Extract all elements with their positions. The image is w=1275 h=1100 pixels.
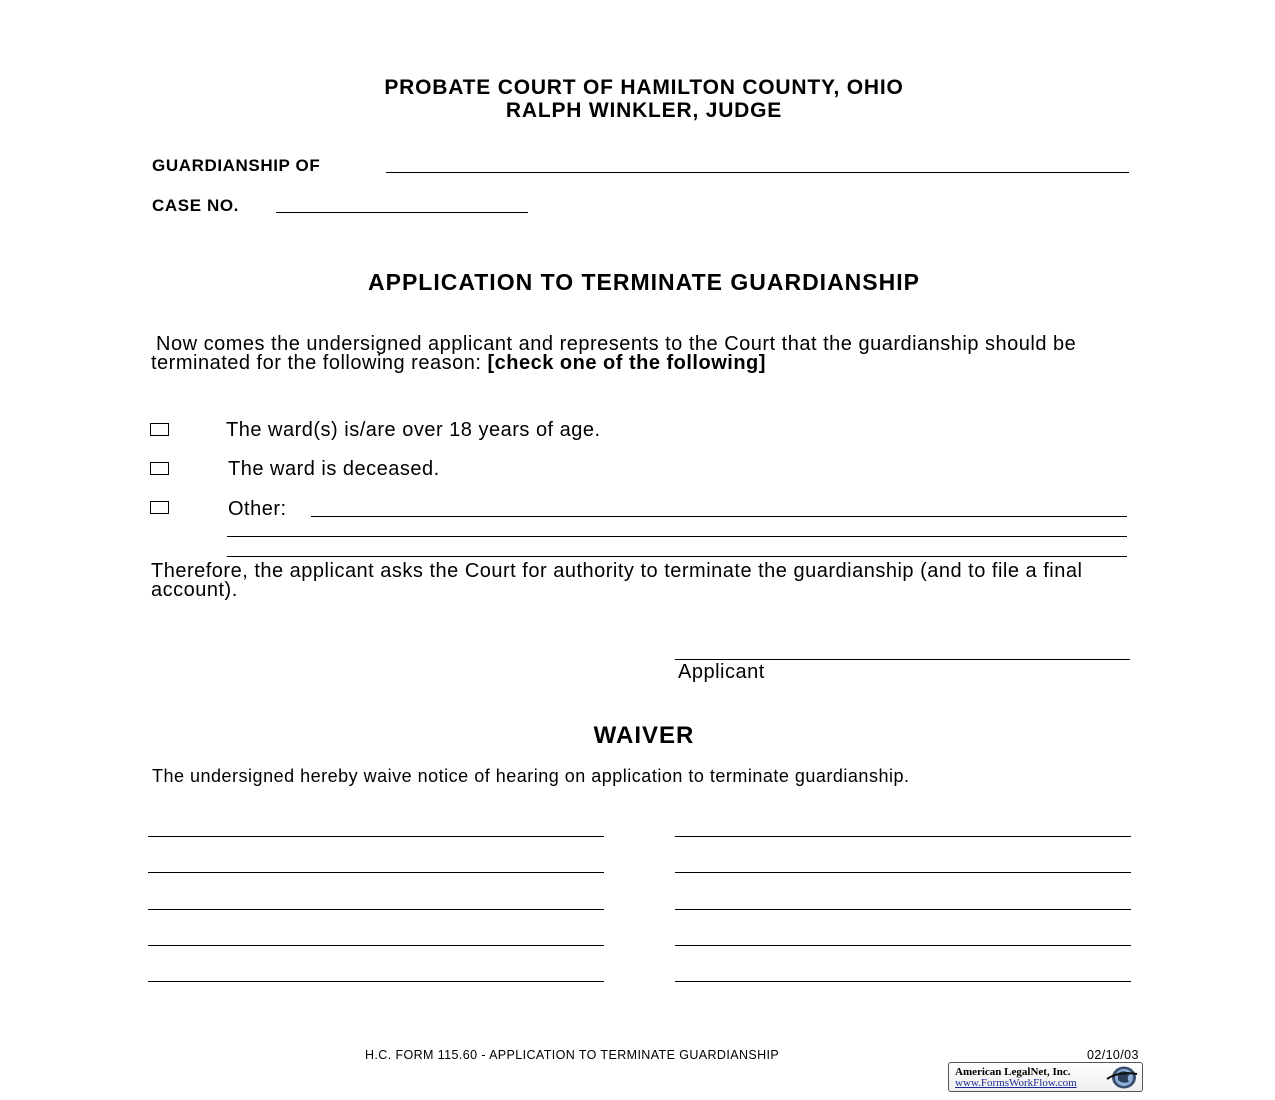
- waiver-signature-line[interactable]: [675, 981, 1131, 982]
- other-reason-line-1[interactable]: [311, 516, 1127, 517]
- waiver-signature-line[interactable]: [148, 945, 604, 946]
- intro-paragraph: [151, 335, 1141, 373]
- waiver-signature-line[interactable]: [675, 909, 1131, 910]
- waiver-signature-line[interactable]: [148, 909, 604, 910]
- option-over-18-label: The ward(s) is/are over 18 years of age.: [226, 419, 601, 441]
- intro-instruction: [check one of the following]: [487, 352, 766, 374]
- guardianship-of-field[interactable]: [386, 172, 1129, 173]
- other-reason-line-2[interactable]: [227, 536, 1127, 537]
- form-title: APPLICATION TO TERMINATE GUARDIANSHIP: [368, 269, 920, 295]
- request-paragraph: Therefore, the applicant asks the Court for authority to terminate the guardianship (and to file a final account).: [151, 560, 1083, 601]
- form-date: 02/10/03: [1087, 1048, 1139, 1062]
- option-deceased-label: The ward is deceased.: [228, 458, 440, 480]
- option-over-18-checkbox[interactable]: [150, 423, 169, 436]
- waiver-signature-line[interactable]: [675, 945, 1131, 946]
- waiver-text: The undersigned hereby waive notice of hearing on application to terminate guardianship.: [152, 766, 910, 786]
- waiver-signature-line[interactable]: [148, 836, 604, 837]
- court-name: PROBATE COURT OF HAMILTON COUNTY, OHIO: [384, 76, 904, 99]
- publisher-logo[interactable]: [948, 1062, 1143, 1092]
- form-number: H.C. FORM 115.60 - APPLICATION TO TERMINATE GUARDIANSHIP: [365, 1048, 780, 1062]
- waiver-signature-line[interactable]: [148, 981, 604, 982]
- waiver-title: WAIVER: [593, 722, 695, 749]
- waiver-signature-line[interactable]: [675, 836, 1131, 837]
- waiver-signature-line[interactable]: [675, 872, 1131, 873]
- publisher-name: American LegalNet, Inc.: [955, 1066, 1071, 1078]
- option-other-checkbox[interactable]: [150, 501, 169, 514]
- option-other-label: Other:: [228, 498, 287, 520]
- guardianship-of-label: GUARDIANSHIP OF: [152, 156, 321, 175]
- globe-icon: [1105, 1065, 1139, 1090]
- case-number-field[interactable]: [276, 212, 528, 213]
- applicant-label: Applicant: [678, 661, 765, 683]
- other-reason-line-3[interactable]: [227, 556, 1127, 557]
- intro-text: Now comes the undersigned applicant and represents to the Court that the guardianship should be terminated for the following reason:: [151, 333, 1077, 374]
- applicant-signature-line[interactable]: [675, 659, 1130, 660]
- case-number-label: CASE NO.: [152, 196, 239, 215]
- publisher-url[interactable]: www.FormsWorkFlow.com: [955, 1077, 1077, 1089]
- waiver-signature-line[interactable]: [148, 872, 604, 873]
- judge-name: RALPH WINKLER, JUDGE: [505, 99, 783, 122]
- option-deceased-checkbox[interactable]: [150, 462, 169, 475]
